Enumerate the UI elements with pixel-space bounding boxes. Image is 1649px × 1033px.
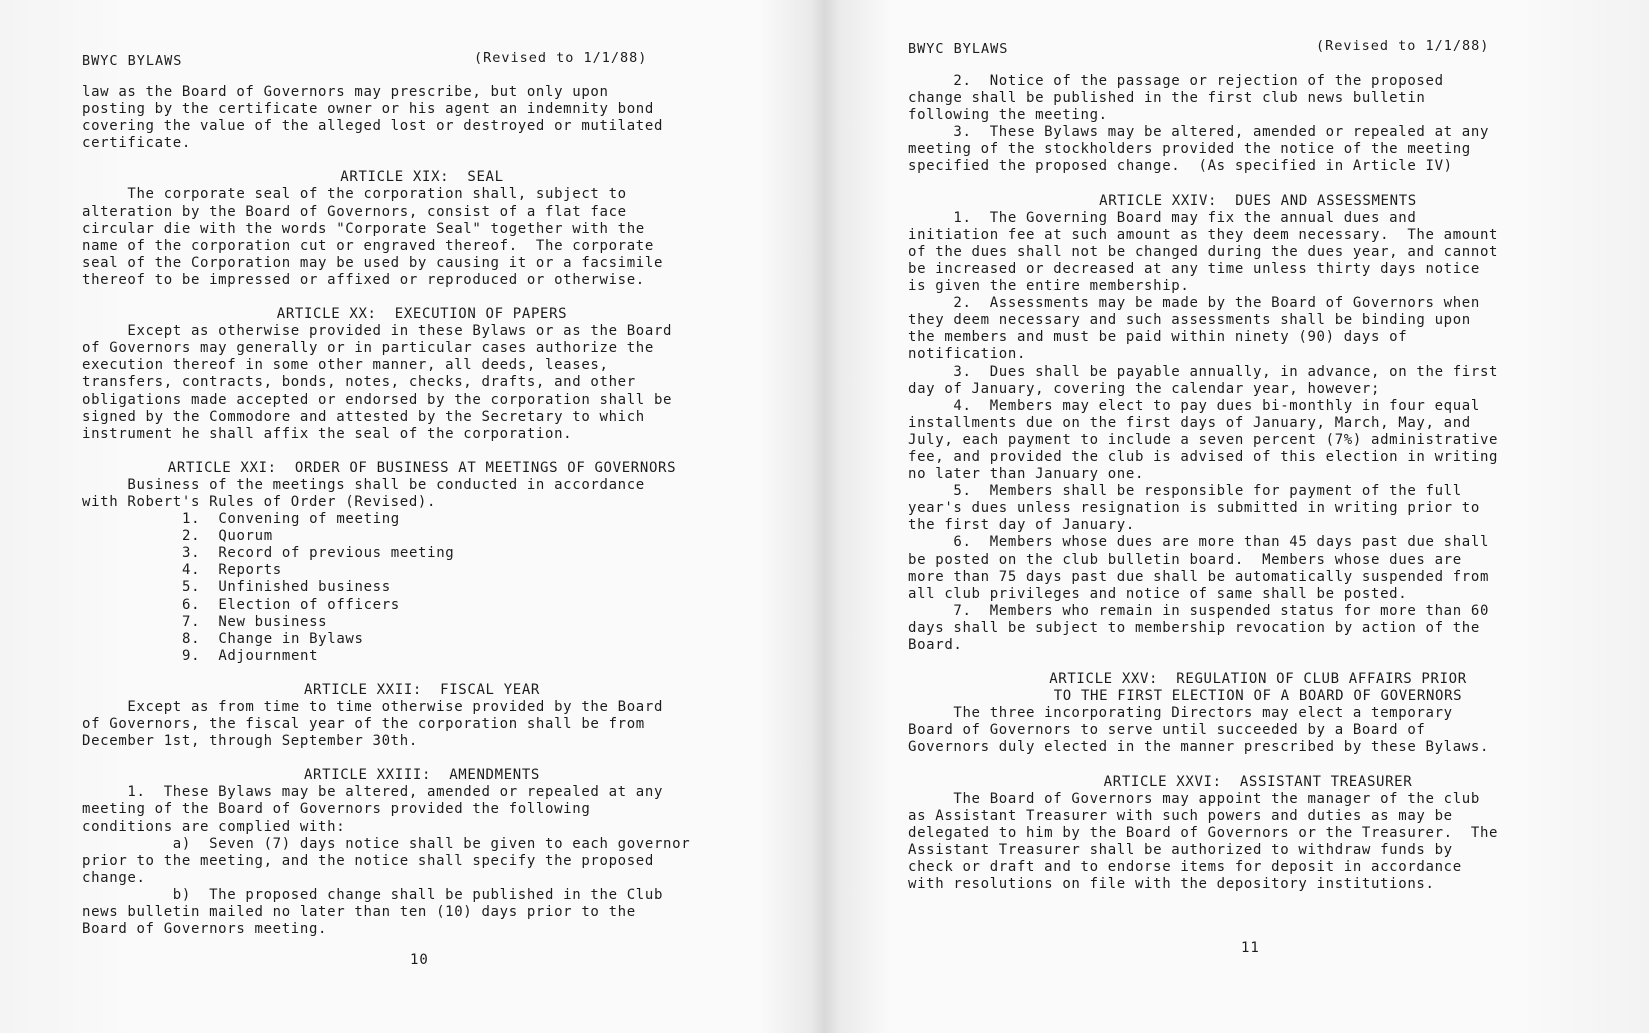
article-heading: ARTICLE XXIV: DUES AND ASSESSMENTS xyxy=(1099,192,1417,209)
article-heading: ARTICLE XX: EXECUTION OF PAPERS xyxy=(276,306,568,323)
list-item: 5. Unfinished business xyxy=(182,579,391,596)
text-line: check or draft and to endorse items for deposit in accordance xyxy=(908,859,1462,876)
article-heading: ARTICLE XIX: SEAL xyxy=(340,169,504,186)
text-line: all club privileges and notice of same shall be posted. xyxy=(908,585,1408,602)
text-line: posting by the certificate owner or his agent an indemnity bond xyxy=(82,101,654,118)
text-line: The corporate seal of the corporation shall, subject to xyxy=(82,186,627,203)
text-line: Except as otherwise provided in these Bylaws or as the Board xyxy=(82,323,673,340)
text-line: 1. These Bylaws may be altered, amended or repealed at any xyxy=(82,784,664,801)
right-page-body xyxy=(908,73,1608,893)
text-line: year's dues unless resignation is submitted in writing prior to xyxy=(908,500,1480,517)
article-body xyxy=(82,784,762,938)
intro-paragraph xyxy=(908,73,1608,176)
text-line: Board. xyxy=(908,637,963,653)
list-item: 3. Record of previous meeting xyxy=(182,545,455,562)
list-item: 7. New business xyxy=(182,613,328,630)
text-line: alteration by the Board of Governors, consist of a flat face xyxy=(82,203,627,220)
article-heading-continued: TO THE FIRST ELECTION OF A BOARD OF GOVERNORS xyxy=(1053,688,1463,705)
article-body xyxy=(82,323,762,443)
text-line: days shall be subject to membership revocation by action of the xyxy=(908,619,1480,636)
list-item: 6. Election of officers xyxy=(182,596,400,613)
text-line: with Robert's Rules of Order (Revised). xyxy=(82,493,437,510)
article-body xyxy=(82,699,762,750)
text-line: 3. These Bylaws may be altered, amended or repealed at any xyxy=(908,124,1490,141)
text-line: they deem necessary and such assessments shall be binding upon xyxy=(908,312,1471,329)
list-item: 1. Convening of meeting xyxy=(182,511,400,528)
text-line: 6. Members whose dues are more than 45 days past due shall xyxy=(908,534,1490,551)
text-line: 4. Members may elect to pay dues bi-monthly in four equal xyxy=(908,397,1480,414)
text-line: change. xyxy=(82,869,146,886)
text-line: seal of the Corporation may be used by causing it or a facsimile xyxy=(82,254,664,271)
text-line: a) Seven (7) days notice shall be given to each governor xyxy=(82,835,691,852)
text-line: July, each payment to include a seven percent (7%) administrative xyxy=(908,431,1499,448)
text-line: the first day of January. xyxy=(908,517,1135,534)
text-line: prior to the meeting, and the notice shall specify the proposed xyxy=(82,852,654,869)
text-line: is given the entire membership. xyxy=(908,278,1190,295)
text-line: instrument he shall affix the seal of the corporation. xyxy=(82,425,573,442)
article-body xyxy=(908,791,1608,894)
article-body xyxy=(82,186,762,289)
text-line: installments due on the first days of January, March, May, and xyxy=(908,414,1471,431)
left-page xyxy=(0,0,820,1033)
text-line: conditions are complied with: xyxy=(82,818,346,835)
article-heading: ARTICLE XXIII: AMENDMENTS xyxy=(303,767,541,784)
order-of-business-list xyxy=(82,511,762,665)
header-title: BWYC BYLAWS xyxy=(82,53,183,69)
text-line: notification. xyxy=(908,346,1027,363)
text-line: name of the corporation cut or engraved thereof. The corporate xyxy=(82,237,654,254)
text-line: Business of the meetings shall be conducted in accordance xyxy=(82,476,645,493)
text-line: circular die with the words "Corporate Seal" together with the xyxy=(82,220,645,237)
text-line: of the dues shall not be changed during the dues year, and cannot xyxy=(908,243,1499,260)
text-line: The three incorporating Directors may elect a temporary xyxy=(908,705,1453,722)
text-line: transfers, contracts, bonds, notes, checks, drafts, and other xyxy=(82,374,636,391)
list-item: 2. Quorum xyxy=(182,528,273,545)
article-heading: ARTICLE XXV: REGULATION OF CLUB AFFAIRS PRIOR xyxy=(1049,671,1467,688)
article-body xyxy=(908,210,1608,654)
text-line: specified the proposed change. (As specified in Article IV) xyxy=(908,158,1453,175)
text-line: 5. Members shall be responsible for payment of the full xyxy=(908,483,1462,500)
text-line: as Assistant Treasurer with such powers and duties as may be xyxy=(908,807,1453,824)
text-line: b) The proposed change shall be published in the Club xyxy=(82,886,664,903)
text-line: news bulletin mailed no later than ten (10) days prior to the xyxy=(82,904,636,921)
text-line: 3. Dues shall be payable annually, in advance, on the first xyxy=(908,363,1499,380)
text-line: be increased or decreased at any time unless thirty days notice xyxy=(908,260,1480,277)
text-line: 1. The Governing Board may fix the annual dues and xyxy=(908,209,1417,226)
text-line: execution thereof in some other manner, all deeds, leases, xyxy=(82,357,609,374)
list-item: 4. Reports xyxy=(182,562,282,579)
list-item: 9. Adjournment xyxy=(182,647,319,664)
text-line: signed by the Commodore and attested by the Secretary to which xyxy=(82,408,645,425)
header-revision: (Revised to 1/1/88) xyxy=(474,50,648,66)
right-page xyxy=(830,0,1649,1033)
text-line: the members and must be paid within ninety (90) days of xyxy=(908,329,1408,346)
text-line: certificate. xyxy=(82,135,191,152)
text-line: no later than January one. xyxy=(908,466,1145,483)
text-line: obligations made accepted or endorsed by the corporation shall be xyxy=(82,391,673,408)
left-page-body xyxy=(82,84,762,938)
article-body xyxy=(908,705,1608,756)
page-number: 10 xyxy=(410,952,429,968)
intro-paragraph xyxy=(82,84,762,152)
text-line: 7. Members who remain in suspended status for more than 60 xyxy=(908,602,1490,619)
text-line: meeting of the Board of Governors provided the following xyxy=(82,801,591,818)
header-revision: (Revised to 1/1/88) xyxy=(1316,38,1490,54)
text-line: with resolutions on file with the depository institutions. xyxy=(908,876,1435,893)
text-line: meeting of the stockholders provided the notice of the meeting xyxy=(908,141,1471,158)
text-line: following the meeting. xyxy=(908,107,1108,124)
text-line: covering the value of the alleged lost or destroyed or mutilated xyxy=(82,118,664,135)
text-line: thereof to be impressed or affixed or reproduced or otherwise. xyxy=(82,271,645,288)
text-line: of Governors may generally or in particular cases authorize the xyxy=(82,340,654,357)
article-heading: ARTICLE XXI: ORDER OF BUSINESS AT MEETINGS OF GOVERNORS xyxy=(167,459,677,476)
text-line: Board of Governors meeting. xyxy=(82,921,328,938)
text-line: Board of Governors to serve until succeeded by a Board of xyxy=(908,722,1426,739)
text-line: Except as from time to time otherwise provided by the Board xyxy=(82,699,664,715)
text-line: day of January, covering the calendar year, however; xyxy=(908,380,1381,397)
text-line: Governors duly elected in the manner prescribed by these Bylaws. xyxy=(908,739,1490,756)
article-heading: ARTICLE XXII: FISCAL YEAR xyxy=(303,681,541,698)
text-line: 2. Assessments may be made by the Board of Governors when xyxy=(908,295,1480,312)
article-heading: ARTICLE XXVI: ASSISTANT TREASURER xyxy=(1103,773,1413,790)
text-line: of Governors, the fiscal year of the corporation shall be from xyxy=(82,716,645,733)
text-line: change shall be published in the first club news bulletin xyxy=(908,90,1426,107)
text-line: 2. Notice of the passage or rejection of the proposed xyxy=(908,73,1444,89)
text-line: fee, and provided the club is advised of this election in writing xyxy=(908,448,1499,465)
text-line: delegated to him by the Board of Governors or the Treasurer. The xyxy=(908,824,1499,841)
text-line: The Board of Governors may appoint the manager of the club xyxy=(908,790,1480,807)
text-line: more than 75 days past due shall be automatically suspended from xyxy=(908,568,1490,585)
article-body xyxy=(82,477,762,511)
header-title: BWYC BYLAWS xyxy=(908,41,1009,57)
page-number: 11 xyxy=(1241,940,1260,956)
text-line: December 1st, through September 30th. xyxy=(82,733,418,750)
text-line: initiation fee at such amount as they deem necessary. The amount xyxy=(908,226,1499,243)
text-line: be posted on the club bulletin board. Members whose dues are xyxy=(908,551,1462,568)
list-item: 8. Change in Bylaws xyxy=(182,630,364,647)
text-line: Assistant Treasurer shall be authorized to withdraw funds by xyxy=(908,841,1453,858)
text-line: law as the Board of Governors may prescribe, but only upon xyxy=(82,84,609,100)
